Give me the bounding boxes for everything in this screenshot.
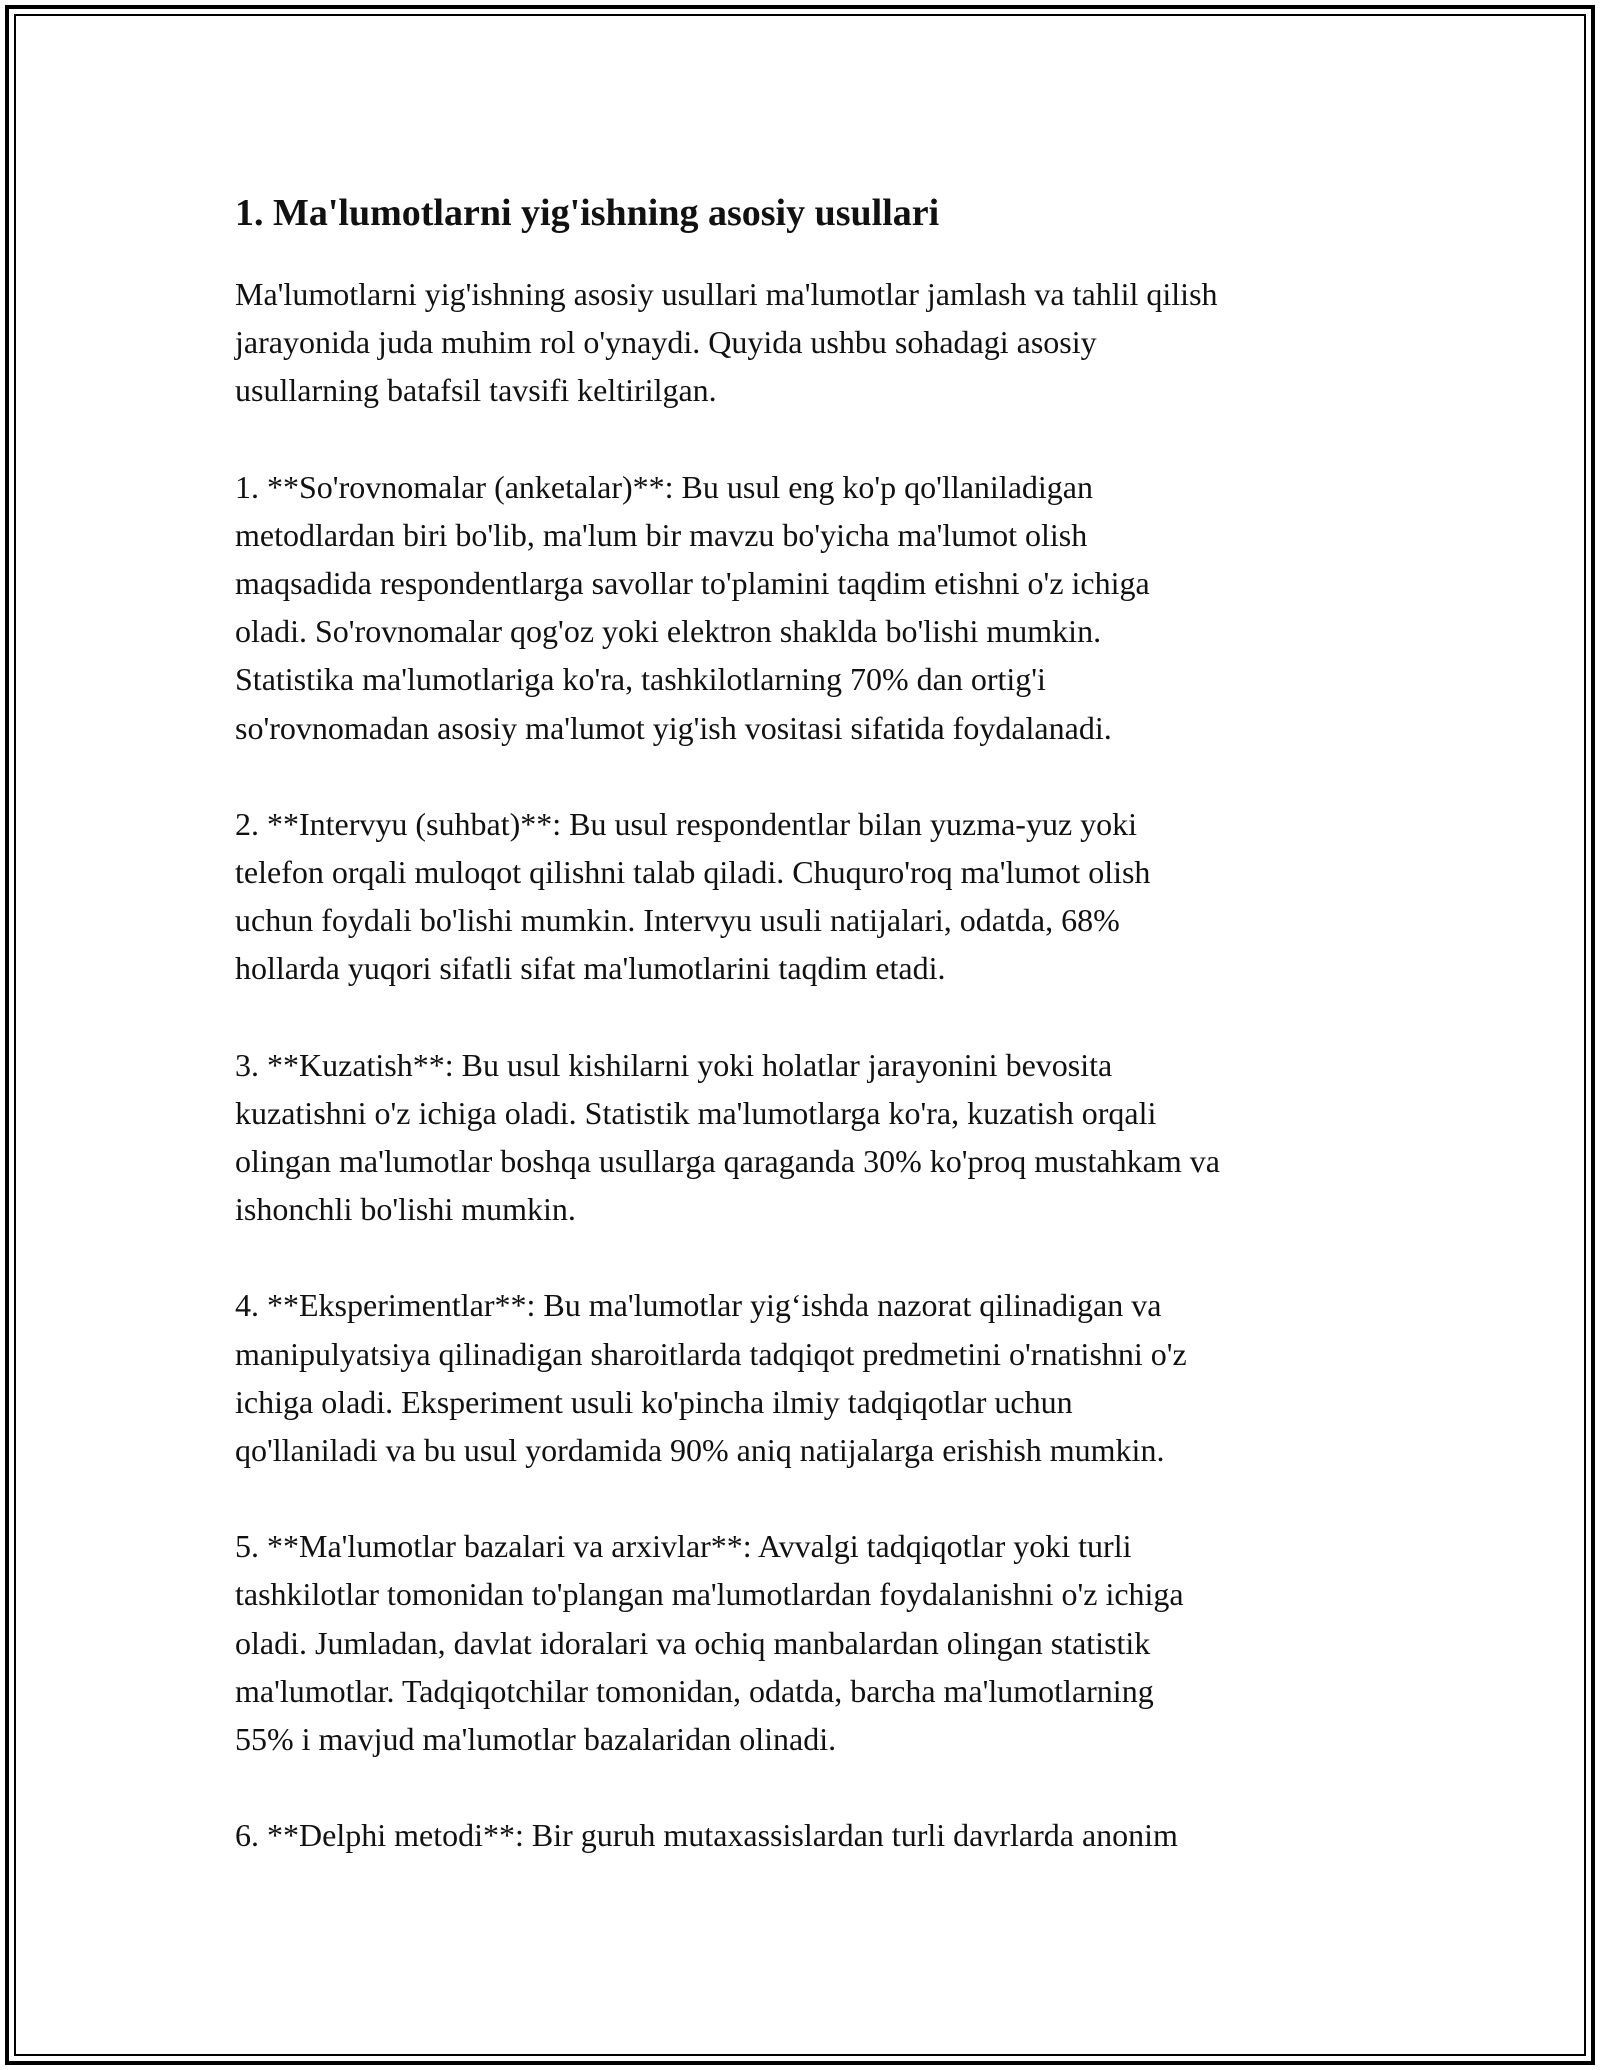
text-line: Ma'lumotlarni yig'ishning asosiy usullari ma'lumotlar jamlash va tahlil qilish <box>235 276 1218 312</box>
text-line: qo'llaniladi va bu usul yordamida 90% aniq natijalarga erishish mumkin. <box>235 1432 1165 1469</box>
item-surveys-paragraph <box>235 463 1375 752</box>
text-line: oladi. Jumladan, davlat idoralari va ochiq manbalardan olingan statistik <box>235 1624 1151 1661</box>
item-experiments-paragraph <box>235 1281 1375 1474</box>
item-interview-paragraph <box>235 800 1375 993</box>
text-line: hollarda yuqori sifatli sifat ma'lumotlarini taqdim etadi. <box>235 950 946 987</box>
text-line: tashkilotlar tomonidan to'plangan ma'lumotlardan foydalanishni o'z ichiga <box>235 1576 1184 1613</box>
text-line: metodlardan biri bo'lib, ma'lum bir mavzu bo'yicha ma'lumot olish <box>235 516 1088 553</box>
text-line: kuzatishni o'z ichiga oladi. Statistik ma'lumotlarga ko'ra, kuzatish orqali <box>235 1094 1157 1131</box>
text-line: so'rovnomadan asosiy ma'lumot yig'ish vositasi sifatida foydalanadi. <box>235 709 1112 746</box>
text-line: ichiga oladi. Eksperiment usuli ko'pincha ilmiy tadqiqotlar uchun <box>235 1383 1073 1420</box>
text-line: jarayonida juda muhim rol o'ynaydi. Quyida ushbu sohadagi asosiy <box>235 324 1097 361</box>
text-line: uchun foydali bo'lishi mumkin. Intervyu usuli natijalari, odatda, 68% <box>235 902 1120 939</box>
text-line: usullarning batafsil tavsifi keltirilgan. <box>235 372 717 409</box>
text-line: 6. **Delphi metodi**: Bir guruh mutaxassislardan turli davrlarda anonim <box>235 1817 1178 1854</box>
text-line: 3. **Kuzatish**: Bu usul kishilarni yoki holatlar jarayonini bevosita <box>235 1046 1113 1083</box>
text-line: 1. **So'rovnomalar (anketalar)**: Bu usul eng ko'p qo'llaniladigan <box>235 468 1093 505</box>
text-line: telefon orqali muloqot qilishni talab qiladi. Chuquro'roq ma'lumot olish <box>235 854 1151 891</box>
section-heading: 1. Ma'lumotlarni yig'ishning asosiy usullari <box>235 192 940 234</box>
text-line: 4. **Eksperimentlar**: Bu ma'lumotlar yig‘ishda nazorat qilinadigan va <box>235 1287 1162 1324</box>
text-line: 2. **Intervyu (suhbat)**: Bu usul respondentlar bilan yuzma-yuz yoki <box>235 805 1138 842</box>
text-line: ishonchli bo'lishi mumkin. <box>235 1191 576 1228</box>
document-body <box>235 188 1375 1907</box>
text-line: olingan ma'lumotlar boshqa usullarga qaraganda 30% ko'proq mustahkam va <box>235 1143 1220 1180</box>
text-line: 55% i mavjud ma'lumotlar bazalaridan olinadi. <box>235 1721 837 1758</box>
item-observation-paragraph <box>235 1041 1375 1234</box>
text-line: Statistika ma'lumotlariga ko'ra, tashkilotlarning 70% dan ortig'i <box>235 661 1046 698</box>
text-line: 5. **Ma'lumotlar bazalari va arxivlar**: Avvalgi tadqiqotlar yoki turli <box>235 1528 1132 1565</box>
item-databases-paragraph <box>235 1522 1375 1763</box>
text-line: ma'lumotlar. Tadqiqotchilar tomonidan, odatda, barcha ma'lumotlarning <box>235 1672 1154 1709</box>
text-line: maqsadida respondentlarga savollar to'plamini taqdim etishni o'z ichiga <box>235 565 1150 602</box>
text-line: manipulyatsiya qilinadigan sharoitlarda tadqiqot predmetini o'rnatishni o'z <box>235 1335 1187 1372</box>
item-delphi-paragraph <box>235 1811 1375 1859</box>
text-line: oladi. So'rovnomalar qog'oz yoki elektron shaklda bo'lishi mumkin. <box>235 613 1102 650</box>
intro-paragraph <box>235 270 1375 415</box>
